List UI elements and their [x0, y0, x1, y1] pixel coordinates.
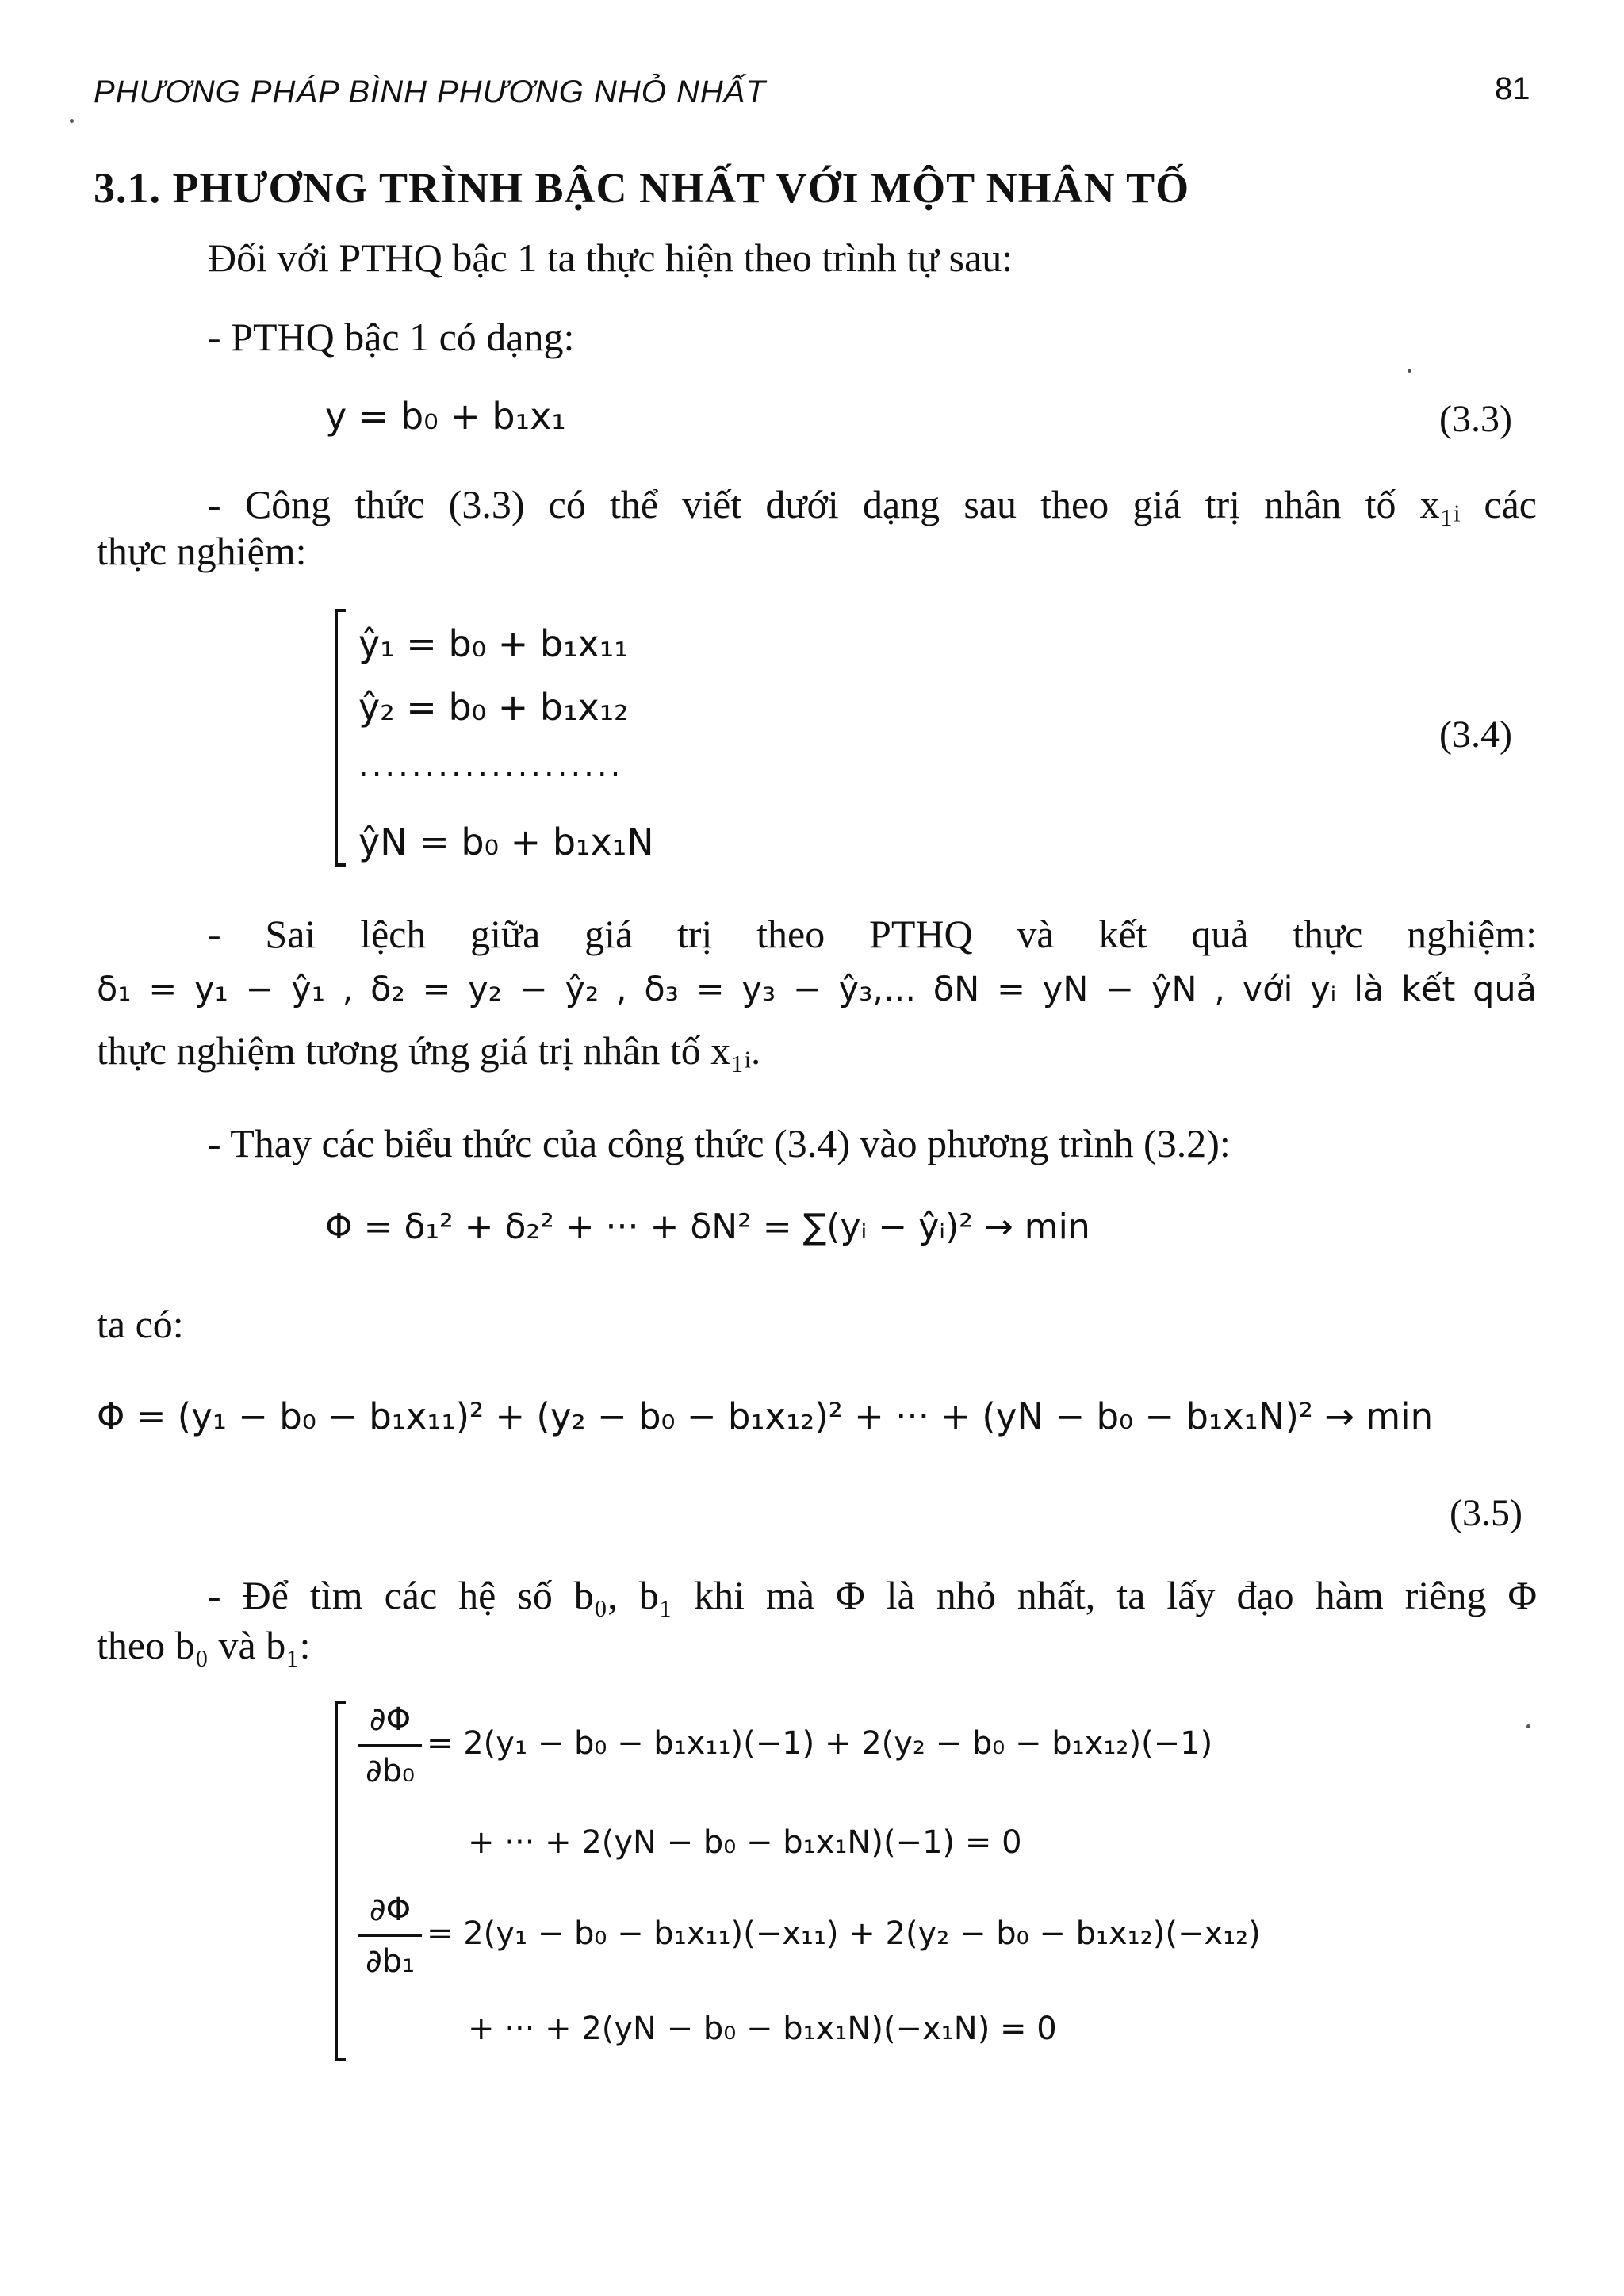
- derivative-b1-numerator: ∂Φ: [369, 1892, 412, 1928]
- scan-speck: [1408, 369, 1411, 373]
- brace-top-hook: [335, 609, 346, 612]
- running-header-title: PHƯƠNG PHÁP BÌNH PHƯƠNG NHỎ NHẤT: [94, 75, 766, 109]
- fraction-bar: [358, 1744, 422, 1747]
- derivative-b1-continuation: + ··· + 2(yN − b₀ − b₁x₁N)(−x₁N) = 0: [468, 2011, 1057, 2047]
- equation-number-3-3: (3.3): [1439, 398, 1512, 440]
- equation-3-4-row-2: ŷ₂ = b₀ + b₁x₁₂: [358, 686, 629, 729]
- equation-number-3-5: (3.5): [1450, 1492, 1522, 1534]
- equation-number-3-4: (3.4): [1439, 714, 1512, 756]
- scan-speck: [70, 119, 74, 123]
- paragraph-formula-rewrite: - Công thức (3.3) có thể viết dưới dạng sau theo giá trị nhân tố x₁ᵢ các: [208, 482, 1537, 526]
- section-heading: 3.1. PHƯƠNG TRÌNH BẬC NHẤT VỚI MỘT NHÂN TỐ: [94, 164, 1190, 212]
- brace-top-hook: [335, 1701, 346, 1704]
- equation-brace: [335, 609, 338, 867]
- scan-speck: [1526, 1724, 1530, 1728]
- equation-phi-sum: Φ = δ₁² + δ₂² + ··· + δN² = ∑(yᵢ − ŷᵢ)² → min: [325, 1207, 1090, 1247]
- paragraph-partial-derivatives: - Để tìm các hệ số b₀, b₁ khi mà Φ là nhỏ nhất, ta lấy đạo hàm riêng Φ: [208, 1573, 1537, 1617]
- equation-3-4-row-1: ŷ₁ = b₀ + b₁x₁₁: [358, 622, 629, 665]
- paragraph-deviation: - Sai lệch giữa giá trị theo PTHQ và kết quả thực nghiệm:: [208, 912, 1537, 956]
- form-line: - PTHQ bậc 1 có dạng:: [208, 315, 575, 359]
- derivative-b1-rhs: = 2(y₁ − b₀ − b₁x₁₁)(−x₁₁) + 2(y₂ − b₀ − b₁x₁₂)(−x₁₂): [427, 1915, 1261, 1952]
- paragraph-deviation-formulas: δ₁ = y₁ − ŷ₁ , δ₂ = y₂ − ŷ₂ , δ₃ = y₃ − ŷ₃,... δN = yN − ŷN , với yᵢ là kết quả: [97, 970, 1537, 1009]
- paragraph-deviation-cont: thực nghiệm tương ứng giá trị nhân tố x₁ᵢ.: [97, 1028, 761, 1073]
- equation-3-3: y = b₀ + b₁x₁: [325, 395, 566, 438]
- fraction-bar: [358, 1934, 422, 1937]
- equation-3-4-ellipsis: ....................: [358, 748, 624, 784]
- paragraph-formula-rewrite-cont: thực nghiệm:: [97, 529, 307, 573]
- derivative-b0-numerator: ∂Φ: [369, 1701, 412, 1738]
- paragraph-substitute: - Thay các biểu thức của công thức (3.4) vào phương trình (3.2):: [208, 1121, 1231, 1165]
- derivative-b0-continuation: + ··· + 2(yN − b₀ − b₁x₁N)(−1) = 0: [468, 1824, 1022, 1861]
- brace-bottom-hook: [335, 2058, 346, 2061]
- paragraph-ta-co: ta có:: [97, 1302, 184, 1346]
- equation-3-5: Φ = (y₁ − b₀ − b₁x₁₁)² + (y₂ − b₀ − b₁x₁₂)² + ··· + (yN − b₀ − b₁x₁N)² → min: [97, 1395, 1434, 1437]
- intro-paragraph: Đối với PTHQ bậc 1 ta thực hiện theo trình tự sau:: [208, 235, 1013, 280]
- derivative-b0-rhs: = 2(y₁ − b₀ − b₁x₁₁)(−1) + 2(y₂ − b₀ − b₁x₁₂)(−1): [427, 1725, 1213, 1762]
- brace-bottom-hook: [335, 863, 346, 867]
- page-number: 81: [1495, 71, 1530, 106]
- derivative-system-brace: [335, 1701, 338, 2061]
- equation-3-4-row-n: ŷN = b₀ + b₁x₁N: [358, 821, 654, 863]
- paragraph-partial-derivatives-cont: theo b₀ và b₁:: [97, 1623, 311, 1667]
- derivative-b0-denominator: ∂b₀: [365, 1753, 416, 1789]
- derivative-b1-denominator: ∂b₁: [365, 1943, 416, 1980]
